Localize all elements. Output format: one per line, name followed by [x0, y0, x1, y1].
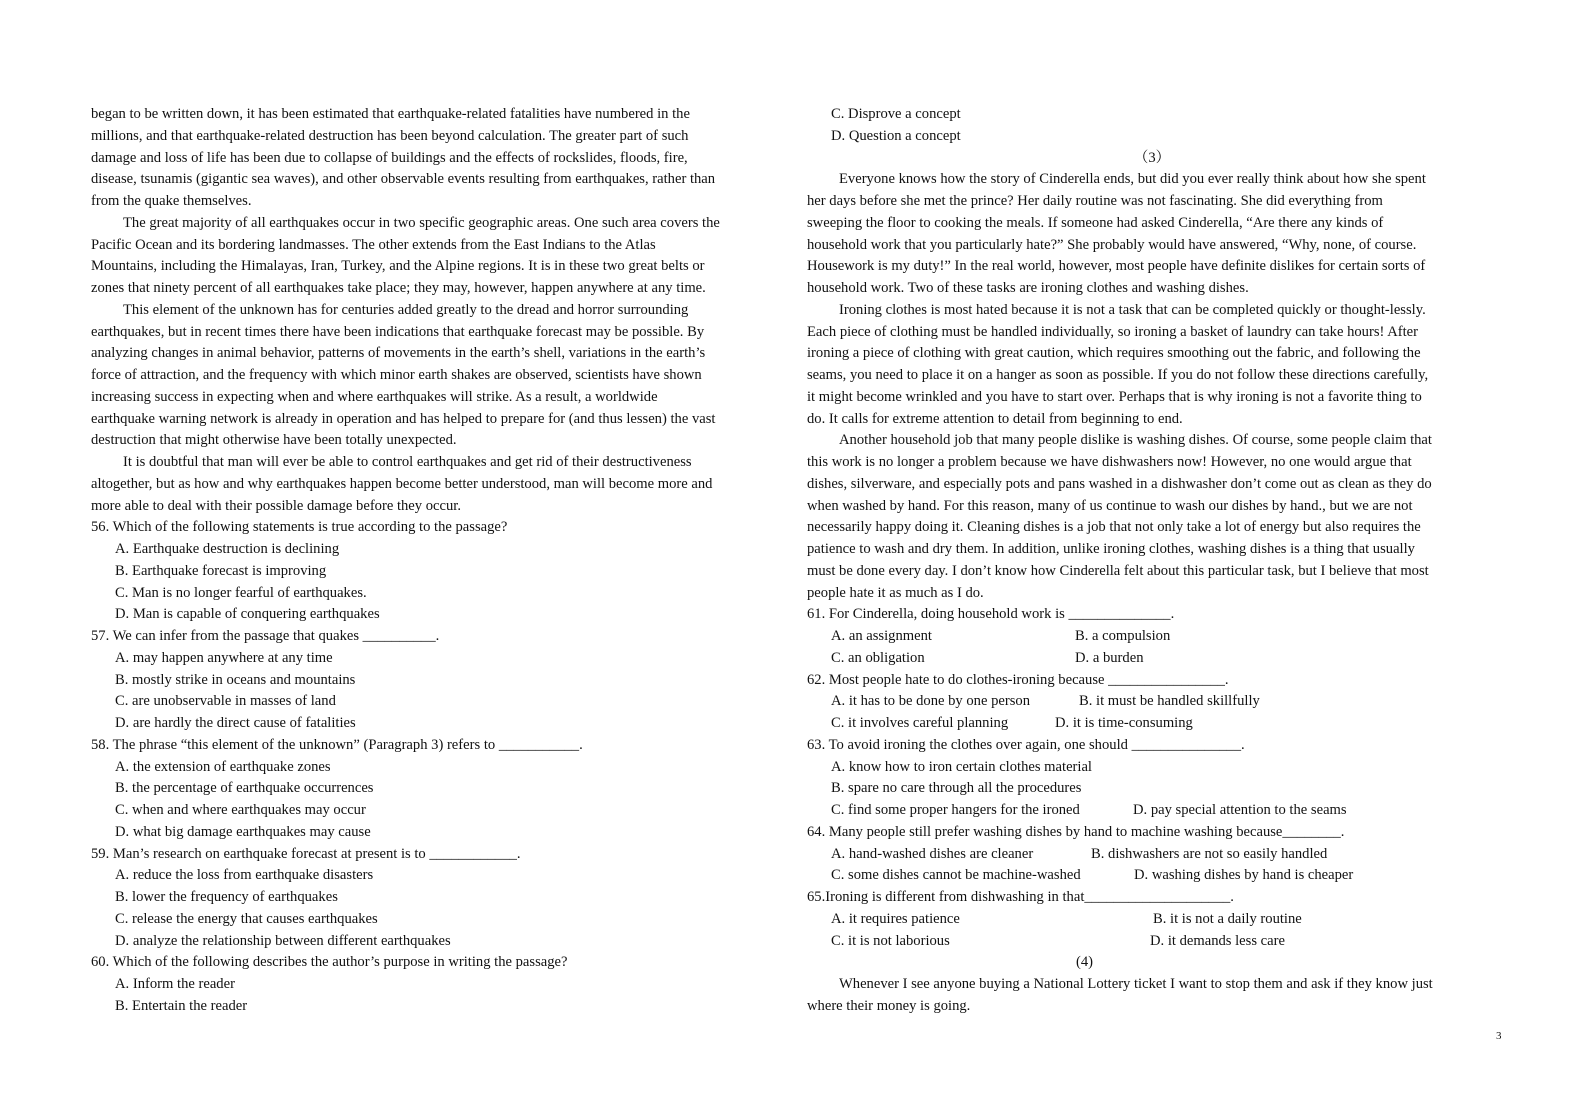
text-line: where their money is going. [807, 997, 971, 1014]
answer-option: D. Question a concept [831, 127, 961, 144]
answer-option: B. spare no care through all the procedures [831, 780, 1082, 797]
answer-option: A. hand-washed dishes are cleaner [831, 845, 1034, 862]
passage-paragraph [807, 430, 1497, 604]
section-heading: (4) [1076, 954, 1094, 971]
text-line: this work is no longer a problem because we have dishwashers now! However, no one would argue that [807, 454, 1412, 470]
question-stem: 62. Most people hate to do clothes-ironing because ________________. [807, 671, 1229, 688]
passage-paragraph [91, 213, 781, 300]
section-heading: （3） [1133, 149, 1171, 166]
passage-paragraph [807, 300, 1497, 431]
passage-paragraph [91, 104, 781, 213]
answer-option: D. what big damage earthquakes may cause [115, 823, 371, 840]
right-column [807, 104, 1497, 1018]
answer-option: C. Man is no longer fearful of earthquakes. [115, 584, 367, 601]
answer-option: A. Inform the reader [115, 976, 235, 992]
answer-option: D. it demands less care [1150, 932, 1285, 949]
question-64 [807, 822, 1497, 887]
answer-option: B. Entertain the reader [115, 997, 248, 1014]
passage-paragraph [807, 974, 1497, 1018]
left-column [91, 104, 781, 1018]
question-57 [91, 626, 781, 735]
answer-option: B. dishwashers are not so easily handled [1091, 845, 1328, 862]
answer-option: D. washing dishes by hand is cheaper [1134, 867, 1354, 884]
text-line: millions, and that earthquake-related destruction has been beyond calculation. The greater part of such [91, 127, 689, 144]
question-60 [91, 952, 781, 1017]
answer-option: A. Earthquake destruction is declining [115, 541, 340, 557]
text-line: sweeping the floor to cooking the meals. If someone had asked Cinderella, “Are there any kinds of [807, 214, 1384, 231]
answer-option: B. lower the frequency of earthquakes [115, 889, 338, 905]
answer-option: A. it requires patience [831, 910, 960, 927]
answer-option: B. a compulsion [1075, 628, 1171, 644]
question-stem: 63. To avoid ironing the clothes over again, one should _______________. [807, 736, 1245, 753]
question-stem: 56. Which of the following statements is true according to the passage? [91, 519, 508, 536]
text-line: began to be written down, it has been estimated that earthquake-related fatalities have numbered in the [91, 106, 690, 122]
option-row [807, 865, 1497, 887]
answer-option: D. pay special attention to the seams [1133, 802, 1347, 818]
option-row [807, 844, 1497, 866]
text-line: Whenever I see anyone buying a National Lottery ticket I want to stop them and ask if they know just [839, 976, 1433, 992]
question-62 [807, 670, 1497, 735]
text-line: disease, tsunamis (gigantic sea waves), and other observable events resulting from earthquakes, rather than [91, 171, 716, 188]
text-line: people hate it as much as I do. [807, 584, 984, 601]
text-line: patience to wash and dry them. In addition, unlike ironing clothes, washing dishes is a thing that usually [807, 541, 1415, 557]
text-line: Mountains, including the Himalayas, Iran, Turkey, and the Alpine regions. It is in these two great belts or [91, 258, 705, 275]
question-60-continued [807, 104, 1497, 148]
text-line: ironing a piece of clothing with great caution, which requires smoothing out the fabric, and following the [807, 345, 1421, 362]
text-line: Housework is my duty!” In the real world, however, most people have definite dislikes for certain sorts of [807, 258, 1426, 275]
text-line: dishes, silverware, and especially pots and pans washed in a dishwasher don’t come out as clean as they do [807, 475, 1432, 492]
option-row [807, 713, 1497, 735]
answer-option: C. some dishes cannot be machine-washed [831, 867, 1081, 884]
text-line: when washed by hand. For this reason, many of us continue to wash our dishes by hand., but we are not [807, 497, 1413, 514]
answer-option: C. an obligation [831, 649, 925, 666]
answer-option: D. a burden [1075, 649, 1144, 666]
question-stem: 60. Which of the following describes the author’s purpose in writing the passage? [91, 954, 568, 971]
answer-option: D. Man is capable of conquering earthquakes [115, 606, 380, 623]
answer-option: C. find some proper hangers for the ironed [831, 802, 1080, 818]
passage-paragraph [807, 169, 1497, 300]
answer-option: C. are unobservable in masses of land [115, 693, 336, 710]
question-61 [807, 604, 1497, 669]
text-line: earthquakes, but in recent times there have been indications that earthquake forecast may be possible. By [91, 323, 705, 340]
answer-option: B. Earthquake forecast is improving [115, 562, 327, 579]
text-line: from the quake themselves. [91, 193, 252, 209]
answer-option: D. analyze the relationship between different earthquakes [115, 932, 451, 949]
text-line: it might become wrinkled and you have to start over. Perhaps that is why ironing is not a favorite thing to [807, 388, 1422, 405]
text-line: more able to deal with their possible damage before they occur. [91, 497, 461, 514]
answer-option: B. mostly strike in oceans and mountains [115, 671, 356, 688]
answer-option: C. Disprove a concept [831, 106, 961, 122]
question-stem: 57. We can infer from the passage that quakes __________. [91, 628, 440, 644]
option-row [807, 909, 1497, 931]
text-line: This element of the unknown has for centuries added greatly to the dread and horror surrounding [123, 301, 689, 318]
option-row [807, 648, 1497, 670]
text-line: household work. Two of these tasks are ironing clothes and washing dishes. [807, 280, 1249, 296]
text-line: It is doubtful that man will ever be able to control earthquakes and get rid of their destructiveness [123, 454, 692, 470]
text-line: household work that you particularly hate?” She probably would have answered, “Why, none, of course. [807, 236, 1417, 253]
question-stem: 58. The phrase “this element of the unknown” (Paragraph 3) refers to ___________. [91, 736, 583, 753]
passage-paragraph [91, 300, 781, 452]
answer-option: B. it is not a daily routine [1153, 910, 1302, 927]
answer-option: D. are hardly the direct cause of fatalities [115, 715, 356, 731]
question-stem: 64. Many people still prefer washing dishes by hand to machine washing because________. [807, 823, 1345, 840]
text-line: Ironing clothes is most hated because it is not a task that can be completed quickly or thought-lessly. [839, 301, 1426, 318]
text-line: Pacific Ocean and its bordering landmasses. The other extends from the East Indians to the Atlas [91, 236, 656, 253]
question-stem: 59. Man’s research on earthquake forecast at present is to ____________. [91, 845, 521, 862]
question-65 [807, 887, 1497, 952]
answer-option: B. it must be handled skillfully [1079, 693, 1260, 710]
question-58 [91, 735, 781, 844]
answer-option: C. it involves careful planning [831, 715, 1009, 731]
text-line: must be done every day. I don’t know how Cinderella felt about this particular task, but I believe that most [807, 562, 1429, 579]
text-line: altogether, but as how and why earthquakes happen become better understood, man will become more and [91, 475, 713, 492]
answer-option: A. know how to iron certain clothes material [831, 758, 1092, 775]
option-row [807, 931, 1497, 953]
answer-option: B. the percentage of earthquake occurrences [115, 780, 374, 797]
text-line: earthquake warning network is already in operation and has helped to prepare for (and thus lessen) the vast [91, 410, 716, 427]
answer-option: C. release the energy that causes earthquakes [115, 910, 378, 927]
question-63 [807, 735, 1497, 822]
text-line: necessarily happy doing it. Cleaning dishes is a job that not only take a lot of energy but also requires the [807, 519, 1421, 536]
answer-option: A. it has to be done by one person [831, 693, 1031, 710]
text-line: destruction that might otherwise have been totally unexpected. [91, 432, 457, 449]
answer-option: A. an assignment [831, 628, 932, 644]
option-row [807, 691, 1497, 713]
text-line: zones that ninety percent of all earthquakes take place; they may, however, happen anywhere at any time. [91, 280, 706, 296]
answer-option: C. when and where earthquakes may occur [115, 802, 366, 818]
answer-option: D. it is time-consuming [1055, 715, 1193, 731]
question-59 [91, 844, 781, 953]
text-line: force of attraction, and the frequency with which minor earth shakes are observed, scientists have shown [91, 367, 702, 383]
passage-paragraph [91, 452, 781, 517]
text-line: increasing success in expecting when and where earthquakes will strike. As a result, a worldwide [91, 388, 658, 405]
question-56 [91, 517, 781, 626]
answer-option: A. the extension of earthquake zones [115, 758, 331, 775]
page-number: 3 [1496, 1030, 1502, 1042]
answer-option: A. may happen anywhere at any time [115, 649, 333, 666]
question-stem: 61. For Cinderella, doing household work is ______________. [807, 606, 1175, 623]
text-line: analyzing changes in animal behavior, patterns of movements in the earth’s shell, variations in the earth’s [91, 345, 706, 362]
option-row [807, 800, 1497, 822]
text-line: damage and loss of life has been due to collapse of buildings and the effects of rockslides, floods, fire, [91, 149, 688, 166]
text-line: The great majority of all earthquakes occur in two specific geographic areas. One such area covers the [123, 214, 720, 231]
answer-option: A. reduce the loss from earthquake disasters [115, 867, 374, 884]
option-row [807, 626, 1497, 648]
text-line: do. It calls for extreme attention to detail from beginning to end. [807, 410, 1183, 427]
text-line: Another household job that many people dislike is washing dishes. Of course, some people claim that [839, 432, 1432, 449]
question-stem: 65.Ironing is different from dishwashing in that____________________. [807, 889, 1234, 905]
text-line: Everyone knows how the story of Cinderella ends, but did you ever really think about how she spent [839, 171, 1426, 188]
text-line: seams, you need to place it on a hanger as soon as possible. If you do not follow these directions carefully, [807, 367, 1429, 383]
text-line: her days before she met the prince? Her daily routine was not fascinating. She did everything from [807, 193, 1383, 209]
text-line: Each piece of clothing must be handled individually, so ironing a basket of laundry can take hours! After [807, 323, 1419, 340]
answer-option: C. it is not laborious [831, 932, 950, 949]
